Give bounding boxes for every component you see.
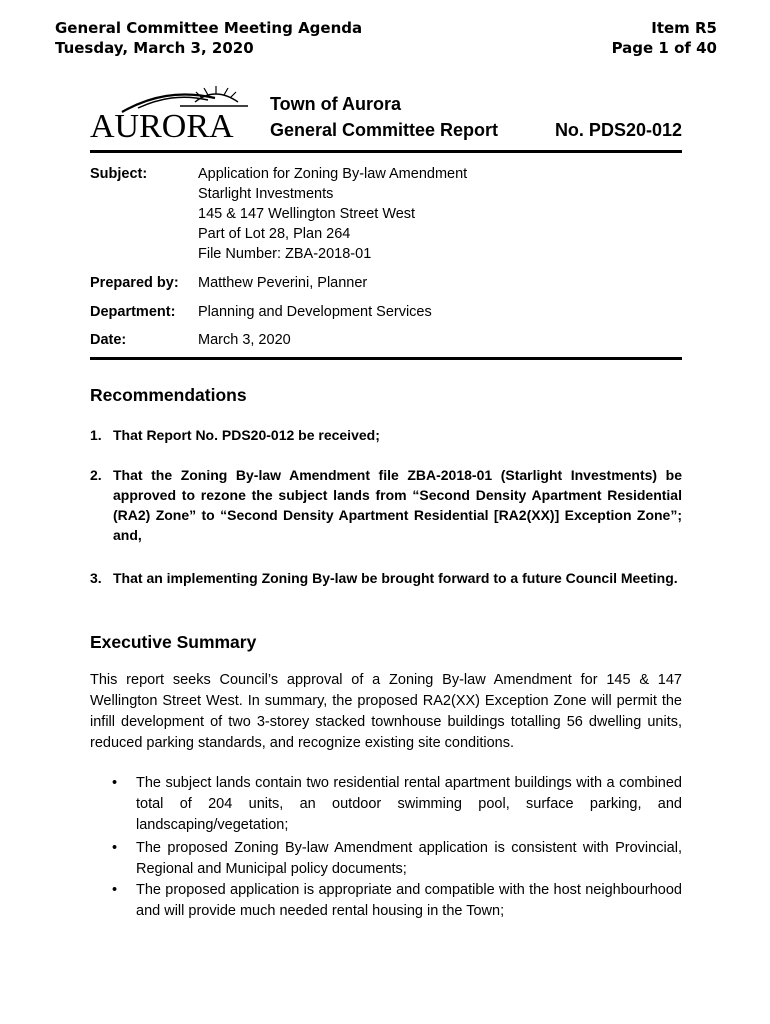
recommendation-number: 1.: [90, 427, 102, 443]
prepared-by-row: [90, 273, 682, 293]
subject-line: 145 & 147 Wellington Street West: [198, 206, 416, 222]
recommendation-number: 2.: [90, 467, 102, 483]
summary-bullet-text: The subject lands contain two residential rental apartment buildings with a combined total of 204 units, an outdoor swimming pool, surface parking, and landscaping/vegetation;: [136, 775, 682, 833]
report-number: No. PDS20-012: [554, 120, 682, 140]
subject-line: File Number: ZBA-2018-01: [198, 246, 372, 262]
meta-divider: [90, 357, 682, 360]
prepared-by-label: Prepared by:: [90, 275, 179, 291]
meeting-title: General Committee Meeting Agenda: [55, 19, 363, 37]
executive-summary-heading: Executive Summary: [90, 632, 257, 652]
summary-bullet: [112, 838, 682, 880]
subject-row: [90, 164, 682, 264]
recommendation-text: That an implementing Zoning By-law be brought forward to a future Council Meeting.: [113, 570, 678, 586]
logo-wordmark: AURORA: [90, 108, 234, 145]
department-value: Planning and Development Services: [198, 304, 432, 320]
recommendations-heading: Recommendations: [90, 385, 247, 405]
date-label: Date:: [90, 332, 127, 348]
page-number: Page 1 of 40: [611, 39, 717, 57]
subject-label: Subject:: [90, 166, 148, 182]
recommendation-text: That the Zoning By-law Amendment file ZBA-2018-01 (Starlight Investments) be approved to rezone the subject lands from “Second Density Apartment Residential (RA2) Zone” to “Second Density Apartment Residential [RA2(XX)] Exception Zone”; and,: [113, 467, 682, 543]
item-number: Item R5: [651, 19, 717, 37]
date-value: March 3, 2020: [198, 332, 291, 348]
summary-bullet-text: The proposed application is appropriate and compatible with the host neighbourhood and will provide much needed rental housing in the Town;: [136, 882, 682, 919]
bullet-icon: •: [112, 775, 118, 791]
summary-bullet: [112, 773, 682, 836]
date-row: [90, 330, 682, 350]
town-name: Town of Aurora: [270, 94, 401, 114]
subject-value: [198, 164, 467, 264]
summary-bullet-text: The proposed Zoning By-law Amendment application is consistent with Provincial, Regional and Municipal policy documents;: [136, 840, 682, 877]
summary-bullet: [112, 880, 682, 922]
recommendation-item: [90, 425, 682, 445]
running-header-right: [612, 18, 717, 58]
recommendation-item: [90, 465, 682, 545]
recommendation-number: 3.: [90, 570, 102, 586]
subject-line: Application for Zoning By-law Amendment: [198, 166, 468, 182]
executive-summary-paragraph: This report seeks Council’s approval of a Zoning By-law Amendment for 145 & 147 Wellington Street West. In summary, the proposed RA2(XX) Exception Zone will permit the infill development of two 3-storey stacked townhouse buildings totalling 56 dwelling units, reduced parking standards, and recognize existing site conditions.: [90, 672, 682, 751]
prepared-by-value: Matthew Peverini, Planner: [198, 275, 368, 291]
recommendation-item: [90, 568, 682, 588]
meeting-date: Tuesday, March 3, 2020: [55, 39, 254, 57]
subject-line: Starlight Investments: [198, 186, 334, 202]
running-header: [55, 18, 717, 58]
subject-line: Part of Lot 28, Plan 264: [198, 226, 351, 242]
masthead-divider: [90, 150, 682, 153]
masthead: [90, 84, 682, 150]
bullet-icon: •: [112, 840, 118, 856]
bullet-icon: •: [112, 882, 118, 898]
running-header-left: [55, 18, 362, 58]
department-row: [90, 302, 682, 322]
recommendation-text: That Report No. PDS20-012 be received;: [113, 427, 380, 443]
department-label: Department:: [90, 304, 176, 320]
aurora-logo: [90, 84, 258, 144]
report-type: General Committee Report: [270, 120, 499, 140]
